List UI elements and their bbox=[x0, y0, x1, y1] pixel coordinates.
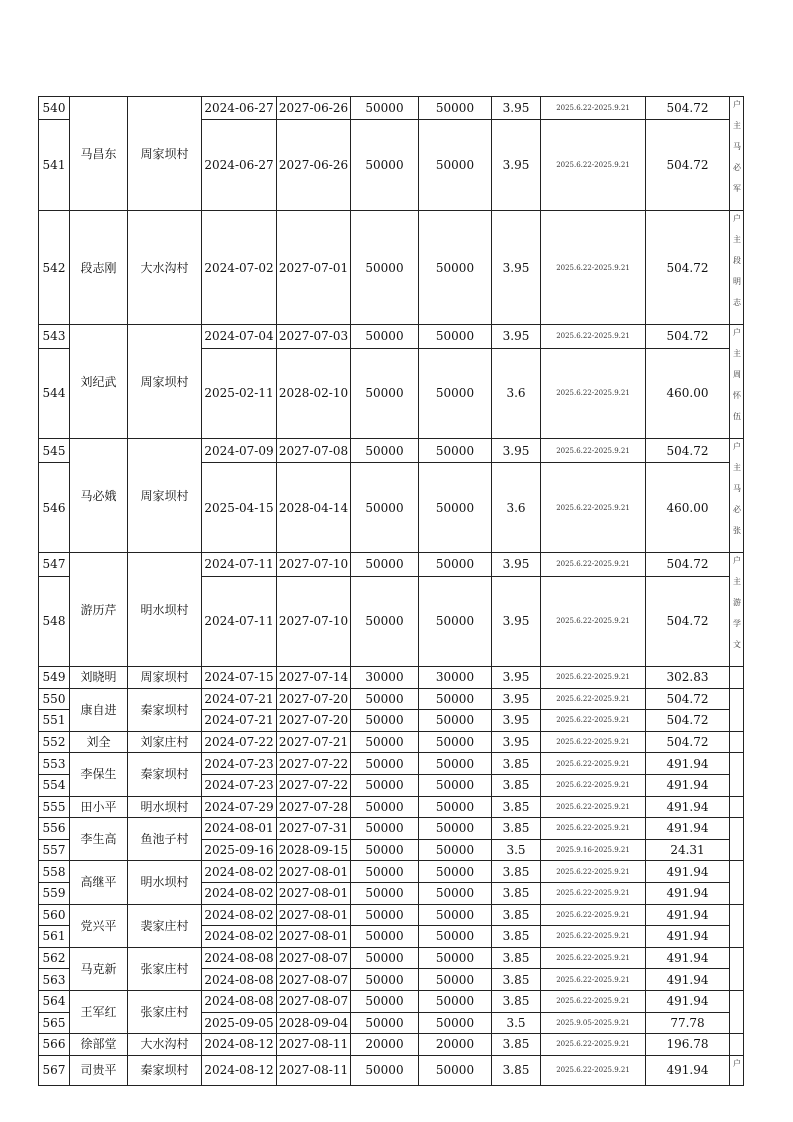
table-row bbox=[39, 818, 744, 840]
loan-amount: 30000 bbox=[351, 667, 419, 689]
loan-end-date: 2027-07-22 bbox=[277, 753, 351, 775]
borrower-name: 田小平 bbox=[70, 796, 128, 818]
loan-amount: 20000 bbox=[351, 1034, 419, 1056]
interest-amount: 491.94 bbox=[646, 796, 730, 818]
loan-end-date: 2028-02-10 bbox=[277, 348, 351, 438]
table-row bbox=[39, 990, 744, 1012]
interest-period: 2025.9.05-2025.9.21 bbox=[541, 1012, 646, 1034]
interest-period: 2025.9.16-2025.9.21 bbox=[541, 839, 646, 861]
loan-start-date: 2024-07-11 bbox=[202, 553, 277, 577]
interest-rate: 3.95 bbox=[492, 120, 541, 211]
loan-start-date: 2024-06-27 bbox=[202, 120, 277, 211]
loan-amount: 50000 bbox=[351, 861, 419, 883]
row-number: 555 bbox=[39, 796, 70, 818]
loan-balance: 50000 bbox=[419, 839, 492, 861]
loan-start-date: 2024-07-02 bbox=[202, 211, 277, 325]
borrower-name: 段志刚 bbox=[70, 211, 128, 325]
interest-rate: 3.85 bbox=[492, 818, 541, 840]
interest-amount: 504.72 bbox=[646, 710, 730, 732]
interest-amount: 460.00 bbox=[646, 348, 730, 438]
loan-balance: 50000 bbox=[419, 990, 492, 1012]
loan-balance: 50000 bbox=[419, 731, 492, 753]
table-row bbox=[39, 861, 744, 883]
loan-end-date: 2027-07-03 bbox=[277, 325, 351, 349]
interest-amount: 491.94 bbox=[646, 818, 730, 840]
loan-balance: 50000 bbox=[419, 97, 492, 120]
table-row bbox=[39, 731, 744, 753]
loan-balance: 50000 bbox=[419, 947, 492, 969]
interest-rate: 3.95 bbox=[492, 576, 541, 666]
interest-amount: 460.00 bbox=[646, 463, 730, 553]
interest-period: 2025.6.22-2025.9.21 bbox=[541, 969, 646, 991]
loan-balance: 50000 bbox=[419, 576, 492, 666]
loan-end-date: 2027-08-11 bbox=[277, 1034, 351, 1056]
loan-balance: 50000 bbox=[419, 1012, 492, 1034]
row-number: 543 bbox=[39, 325, 70, 349]
note-cell bbox=[730, 211, 744, 325]
loan-end-date: 2027-08-01 bbox=[277, 904, 351, 926]
loan-amount: 50000 bbox=[351, 818, 419, 840]
loan-amount: 50000 bbox=[351, 97, 419, 120]
interest-amount: 491.94 bbox=[646, 990, 730, 1012]
interest-period: 2025.6.22-2025.9.21 bbox=[541, 904, 646, 926]
loan-amount: 50000 bbox=[351, 710, 419, 732]
loan-amount: 50000 bbox=[351, 439, 419, 463]
note-text: 户主段明志 bbox=[732, 214, 742, 319]
loan-balance: 50000 bbox=[419, 553, 492, 577]
interest-period: 2025.6.22-2025.9.21 bbox=[541, 796, 646, 818]
loan-end-date: 2027-08-01 bbox=[277, 882, 351, 904]
note-text: 户主马必军 bbox=[732, 100, 742, 205]
interest-period: 2025.6.22-2025.9.21 bbox=[541, 710, 646, 732]
loan-end-date: 2027-08-01 bbox=[277, 861, 351, 883]
loan-start-date: 2024-07-23 bbox=[202, 753, 277, 775]
interest-period: 2025.6.22-2025.9.21 bbox=[541, 667, 646, 689]
borrower-name: 康自进 bbox=[70, 688, 128, 731]
table-row bbox=[39, 1055, 744, 1085]
borrower-name: 马必娥 bbox=[70, 439, 128, 553]
village: 秦家坝村 bbox=[128, 688, 202, 731]
row-number: 554 bbox=[39, 774, 70, 796]
loan-amount: 50000 bbox=[351, 688, 419, 710]
interest-period: 2025.6.22-2025.9.21 bbox=[541, 211, 646, 325]
interest-rate: 3.95 bbox=[492, 667, 541, 689]
note-text: 户主周怀伍 bbox=[732, 328, 742, 433]
borrower-name: 李生高 bbox=[70, 818, 128, 861]
interest-amount: 504.72 bbox=[646, 553, 730, 577]
loan-start-date: 2024-07-23 bbox=[202, 774, 277, 796]
table-row bbox=[39, 553, 744, 577]
borrower-name: 高继平 bbox=[70, 861, 128, 904]
borrower-name: 游历芹 bbox=[70, 553, 128, 667]
note-cell bbox=[730, 688, 744, 731]
note-text: 户主游学文 bbox=[732, 556, 742, 661]
loan-amount: 50000 bbox=[351, 839, 419, 861]
row-number: 549 bbox=[39, 667, 70, 689]
loan-end-date: 2027-07-01 bbox=[277, 211, 351, 325]
interest-rate: 3.95 bbox=[492, 710, 541, 732]
loan-amount: 50000 bbox=[351, 926, 419, 948]
loan-balance: 50000 bbox=[419, 120, 492, 211]
row-number: 557 bbox=[39, 839, 70, 861]
interest-period: 2025.6.22-2025.9.21 bbox=[541, 439, 646, 463]
village: 大水沟村 bbox=[128, 211, 202, 325]
loan-start-date: 2024-07-04 bbox=[202, 325, 277, 349]
village: 刘家庄村 bbox=[128, 731, 202, 753]
loan-balance: 50000 bbox=[419, 463, 492, 553]
interest-rate: 3.95 bbox=[492, 553, 541, 577]
loan-balance: 50000 bbox=[419, 211, 492, 325]
interest-rate: 3.95 bbox=[492, 211, 541, 325]
interest-amount: 77.78 bbox=[646, 1012, 730, 1034]
interest-amount: 491.94 bbox=[646, 947, 730, 969]
loan-balance: 50000 bbox=[419, 710, 492, 732]
borrower-name: 司贵平 bbox=[70, 1055, 128, 1085]
interest-period: 2025.6.22-2025.9.21 bbox=[541, 97, 646, 120]
loan-balance: 50000 bbox=[419, 818, 492, 840]
interest-rate: 3.85 bbox=[492, 926, 541, 948]
interest-rate: 3.85 bbox=[492, 774, 541, 796]
interest-period: 2025.6.22-2025.9.21 bbox=[541, 463, 646, 553]
loan-end-date: 2027-07-20 bbox=[277, 688, 351, 710]
loan-balance: 50000 bbox=[419, 1055, 492, 1085]
loan-amount: 50000 bbox=[351, 211, 419, 325]
row-number: 566 bbox=[39, 1034, 70, 1056]
borrower-name: 党兴平 bbox=[70, 904, 128, 947]
note-cell bbox=[730, 1055, 744, 1085]
interest-rate: 3.85 bbox=[492, 861, 541, 883]
row-number: 551 bbox=[39, 710, 70, 732]
interest-amount: 504.72 bbox=[646, 120, 730, 211]
loan-start-date: 2024-08-08 bbox=[202, 969, 277, 991]
loan-start-date: 2024-07-29 bbox=[202, 796, 277, 818]
loan-amount: 50000 bbox=[351, 990, 419, 1012]
loan-end-date: 2027-06-26 bbox=[277, 120, 351, 211]
note-text: 户 bbox=[732, 1058, 742, 1080]
loan-amount: 50000 bbox=[351, 882, 419, 904]
note-cell bbox=[730, 818, 744, 861]
loan-start-date: 2024-08-08 bbox=[202, 990, 277, 1012]
row-number: 558 bbox=[39, 861, 70, 883]
interest-amount: 504.72 bbox=[646, 731, 730, 753]
interest-rate: 3.95 bbox=[492, 439, 541, 463]
row-number: 550 bbox=[39, 688, 70, 710]
interest-amount: 504.72 bbox=[646, 688, 730, 710]
note-cell bbox=[730, 553, 744, 667]
loan-start-date: 2024-07-22 bbox=[202, 731, 277, 753]
interest-period: 2025.6.22-2025.9.21 bbox=[541, 926, 646, 948]
loan-balance: 50000 bbox=[419, 325, 492, 349]
borrower-name: 刘晓明 bbox=[70, 667, 128, 689]
interest-rate: 3.85 bbox=[492, 1055, 541, 1085]
interest-amount: 504.72 bbox=[646, 439, 730, 463]
row-number: 565 bbox=[39, 1012, 70, 1034]
row-number: 541 bbox=[39, 120, 70, 211]
table-row bbox=[39, 439, 744, 463]
loan-amount: 50000 bbox=[351, 325, 419, 349]
loan-amount: 50000 bbox=[351, 1055, 419, 1085]
loan-end-date: 2027-08-11 bbox=[277, 1055, 351, 1085]
row-number: 540 bbox=[39, 97, 70, 120]
village: 鱼池子村 bbox=[128, 818, 202, 861]
loan-end-date: 2028-04-14 bbox=[277, 463, 351, 553]
interest-amount: 491.94 bbox=[646, 1055, 730, 1085]
loan-end-date: 2027-07-10 bbox=[277, 553, 351, 577]
borrower-name: 王军红 bbox=[70, 990, 128, 1033]
interest-rate: 3.5 bbox=[492, 1012, 541, 1034]
row-number: 544 bbox=[39, 348, 70, 438]
loan-balance: 50000 bbox=[419, 882, 492, 904]
interest-period: 2025.6.22-2025.9.21 bbox=[541, 1034, 646, 1056]
interest-period: 2025.6.22-2025.9.21 bbox=[541, 325, 646, 349]
interest-amount: 491.94 bbox=[646, 969, 730, 991]
note-cell bbox=[730, 947, 744, 990]
loan-end-date: 2027-08-07 bbox=[277, 947, 351, 969]
row-number: 545 bbox=[39, 439, 70, 463]
loan-end-date: 2027-06-26 bbox=[277, 97, 351, 120]
loan-end-date: 2027-07-08 bbox=[277, 439, 351, 463]
loan-amount: 50000 bbox=[351, 753, 419, 775]
interest-period: 2025.6.22-2025.9.21 bbox=[541, 990, 646, 1012]
loan-start-date: 2024-08-12 bbox=[202, 1055, 277, 1085]
row-number: 563 bbox=[39, 969, 70, 991]
row-number: 546 bbox=[39, 463, 70, 553]
village: 明水坝村 bbox=[128, 796, 202, 818]
loan-start-date: 2025-02-11 bbox=[202, 348, 277, 438]
interest-period: 2025.6.22-2025.9.21 bbox=[541, 818, 646, 840]
interest-amount: 491.94 bbox=[646, 753, 730, 775]
interest-period: 2025.6.22-2025.9.21 bbox=[541, 861, 646, 883]
row-number: 562 bbox=[39, 947, 70, 969]
row-number: 553 bbox=[39, 753, 70, 775]
loan-start-date: 2024-08-12 bbox=[202, 1034, 277, 1056]
village: 周家坝村 bbox=[128, 97, 202, 211]
interest-period: 2025.6.22-2025.9.21 bbox=[541, 348, 646, 438]
borrower-name: 李保生 bbox=[70, 753, 128, 796]
loan-amount: 50000 bbox=[351, 348, 419, 438]
loan-start-date: 2025-09-16 bbox=[202, 839, 277, 861]
interest-period: 2025.6.22-2025.9.21 bbox=[541, 882, 646, 904]
loan-balance: 50000 bbox=[419, 926, 492, 948]
loan-end-date: 2027-07-28 bbox=[277, 796, 351, 818]
interest-period: 2025.6.22-2025.9.21 bbox=[541, 553, 646, 577]
interest-rate: 3.85 bbox=[492, 990, 541, 1012]
loan-end-date: 2027-08-01 bbox=[277, 926, 351, 948]
interest-period: 2025.6.22-2025.9.21 bbox=[541, 774, 646, 796]
interest-rate: 3.6 bbox=[492, 348, 541, 438]
note-cell bbox=[730, 904, 744, 947]
row-number: 567 bbox=[39, 1055, 70, 1085]
loan-end-date: 2027-07-20 bbox=[277, 710, 351, 732]
interest-period: 2025.6.22-2025.9.21 bbox=[541, 753, 646, 775]
loan-balance: 50000 bbox=[419, 688, 492, 710]
loan-end-date: 2027-08-07 bbox=[277, 969, 351, 991]
loan-start-date: 2024-08-02 bbox=[202, 926, 277, 948]
note-cell bbox=[730, 796, 744, 818]
loan-amount: 50000 bbox=[351, 774, 419, 796]
loan-balance: 50000 bbox=[419, 969, 492, 991]
note-cell bbox=[730, 731, 744, 753]
loan-start-date: 2025-04-15 bbox=[202, 463, 277, 553]
interest-period: 2025.6.22-2025.9.21 bbox=[541, 576, 646, 666]
interest-rate: 3.85 bbox=[492, 882, 541, 904]
loan-amount: 50000 bbox=[351, 731, 419, 753]
loan-amount: 50000 bbox=[351, 463, 419, 553]
village: 周家坝村 bbox=[128, 439, 202, 553]
village: 裴家庄村 bbox=[128, 904, 202, 947]
loan-balance: 50000 bbox=[419, 904, 492, 926]
interest-amount: 491.94 bbox=[646, 882, 730, 904]
loan-amount: 50000 bbox=[351, 796, 419, 818]
table-row bbox=[39, 325, 744, 349]
interest-period: 2025.6.22-2025.9.21 bbox=[541, 731, 646, 753]
loan-balance: 50000 bbox=[419, 861, 492, 883]
loan-end-date: 2027-07-21 bbox=[277, 731, 351, 753]
loan-balance: 50000 bbox=[419, 774, 492, 796]
row-number: 542 bbox=[39, 211, 70, 325]
interest-rate: 3.95 bbox=[492, 325, 541, 349]
borrower-name: 马克新 bbox=[70, 947, 128, 990]
interest-period: 2025.6.22-2025.9.21 bbox=[541, 688, 646, 710]
interest-rate: 3.5 bbox=[492, 839, 541, 861]
row-number: 564 bbox=[39, 990, 70, 1012]
note-text: 户主马必张 bbox=[732, 442, 742, 547]
row-number: 552 bbox=[39, 731, 70, 753]
note-cell bbox=[730, 1034, 744, 1056]
table-row bbox=[39, 97, 744, 120]
loan-balance: 50000 bbox=[419, 796, 492, 818]
table-row bbox=[39, 688, 744, 710]
interest-rate: 3.85 bbox=[492, 1034, 541, 1056]
interest-period: 2025.6.22-2025.9.21 bbox=[541, 1055, 646, 1085]
village: 周家坝村 bbox=[128, 667, 202, 689]
interest-rate: 3.85 bbox=[492, 796, 541, 818]
table-row bbox=[39, 796, 744, 818]
loan-start-date: 2024-08-08 bbox=[202, 947, 277, 969]
loan-amount: 50000 bbox=[351, 969, 419, 991]
table-row bbox=[39, 211, 744, 325]
loan-end-date: 2028-09-04 bbox=[277, 1012, 351, 1034]
note-cell bbox=[730, 325, 744, 439]
loan-interest-table bbox=[38, 96, 744, 1086]
interest-amount: 504.72 bbox=[646, 576, 730, 666]
loan-balance: 50000 bbox=[419, 348, 492, 438]
interest-amount: 491.94 bbox=[646, 774, 730, 796]
row-number: 548 bbox=[39, 576, 70, 666]
note-cell bbox=[730, 990, 744, 1033]
row-number: 547 bbox=[39, 553, 70, 577]
loan-amount: 50000 bbox=[351, 904, 419, 926]
interest-rate: 3.6 bbox=[492, 463, 541, 553]
village: 秦家坝村 bbox=[128, 753, 202, 796]
interest-period: 2025.6.22-2025.9.21 bbox=[541, 120, 646, 211]
row-number: 559 bbox=[39, 882, 70, 904]
loan-end-date: 2028-09-15 bbox=[277, 839, 351, 861]
loan-amount: 50000 bbox=[351, 947, 419, 969]
interest-period: 2025.6.22-2025.9.21 bbox=[541, 947, 646, 969]
loan-end-date: 2027-07-31 bbox=[277, 818, 351, 840]
row-number: 560 bbox=[39, 904, 70, 926]
loan-amount: 50000 bbox=[351, 120, 419, 211]
interest-rate: 3.95 bbox=[492, 731, 541, 753]
note-cell bbox=[730, 753, 744, 796]
loan-start-date: 2024-08-02 bbox=[202, 882, 277, 904]
table-row bbox=[39, 753, 744, 775]
loan-balance: 50000 bbox=[419, 439, 492, 463]
borrower-name: 马昌东 bbox=[70, 97, 128, 211]
interest-amount: 504.72 bbox=[646, 97, 730, 120]
loan-end-date: 2027-07-14 bbox=[277, 667, 351, 689]
interest-amount: 491.94 bbox=[646, 926, 730, 948]
village: 张家庄村 bbox=[128, 990, 202, 1033]
loan-end-date: 2027-07-10 bbox=[277, 576, 351, 666]
loan-start-date: 2024-08-01 bbox=[202, 818, 277, 840]
loan-balance: 30000 bbox=[419, 667, 492, 689]
village: 明水坝村 bbox=[128, 861, 202, 904]
table-row bbox=[39, 904, 744, 926]
loan-amount: 50000 bbox=[351, 576, 419, 666]
village: 秦家坝村 bbox=[128, 1055, 202, 1085]
borrower-name: 徐部堂 bbox=[70, 1034, 128, 1056]
loan-balance: 20000 bbox=[419, 1034, 492, 1056]
loan-start-date: 2024-07-11 bbox=[202, 576, 277, 666]
note-cell bbox=[730, 667, 744, 689]
loan-end-date: 2027-07-22 bbox=[277, 774, 351, 796]
village: 明水坝村 bbox=[128, 553, 202, 667]
interest-amount: 504.72 bbox=[646, 325, 730, 349]
row-number: 561 bbox=[39, 926, 70, 948]
village: 大水沟村 bbox=[128, 1034, 202, 1056]
loan-start-date: 2024-08-02 bbox=[202, 904, 277, 926]
note-cell bbox=[730, 861, 744, 904]
table-row bbox=[39, 1034, 744, 1056]
table-row bbox=[39, 947, 744, 969]
village: 张家庄村 bbox=[128, 947, 202, 990]
loan-start-date: 2024-08-02 bbox=[202, 861, 277, 883]
table-row bbox=[39, 667, 744, 689]
interest-amount: 302.83 bbox=[646, 667, 730, 689]
loan-amount: 50000 bbox=[351, 553, 419, 577]
borrower-name: 刘纪武 bbox=[70, 325, 128, 439]
village: 周家坝村 bbox=[128, 325, 202, 439]
interest-rate: 3.85 bbox=[492, 969, 541, 991]
loan-start-date: 2025-09-05 bbox=[202, 1012, 277, 1034]
interest-rate: 3.95 bbox=[492, 688, 541, 710]
loan-start-date: 2024-06-27 bbox=[202, 97, 277, 120]
interest-amount: 196.78 bbox=[646, 1034, 730, 1056]
loan-end-date: 2027-08-07 bbox=[277, 990, 351, 1012]
interest-amount: 491.94 bbox=[646, 861, 730, 883]
loan-amount: 50000 bbox=[351, 1012, 419, 1034]
interest-rate: 3.85 bbox=[492, 904, 541, 926]
interest-amount: 24.31 bbox=[646, 839, 730, 861]
interest-rate: 3.85 bbox=[492, 947, 541, 969]
loan-start-date: 2024-07-21 bbox=[202, 688, 277, 710]
borrower-name: 刘全 bbox=[70, 731, 128, 753]
interest-rate: 3.85 bbox=[492, 753, 541, 775]
row-number: 556 bbox=[39, 818, 70, 840]
loan-balance: 50000 bbox=[419, 753, 492, 775]
note-cell bbox=[730, 439, 744, 553]
note-cell bbox=[730, 97, 744, 211]
loan-start-date: 2024-07-15 bbox=[202, 667, 277, 689]
loan-start-date: 2024-07-21 bbox=[202, 710, 277, 732]
interest-rate: 3.95 bbox=[492, 97, 541, 120]
interest-amount: 491.94 bbox=[646, 904, 730, 926]
loan-start-date: 2024-07-09 bbox=[202, 439, 277, 463]
interest-amount: 504.72 bbox=[646, 211, 730, 325]
